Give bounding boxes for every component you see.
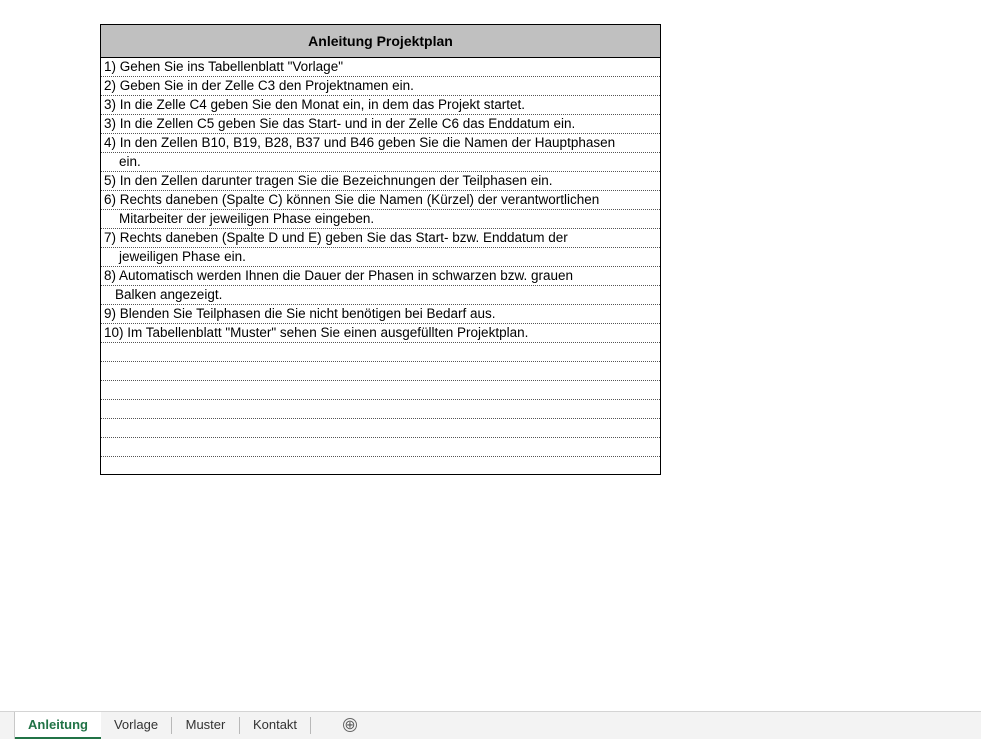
tab-kontakt[interactable]: Kontakt [252, 717, 298, 732]
table-row[interactable]: 5) In den Zellen darunter tragen Sie die Bezeichnungen der Teilphasen ein. [101, 172, 660, 191]
table-row[interactable] [101, 457, 660, 475]
table-row[interactable]: 1) Gehen Sie ins Tabellenblatt "Vorlage" [101, 58, 660, 77]
tab-scroll-area[interactable] [0, 712, 15, 739]
table-row[interactable]: 9) Blenden Sie Teilphasen die Sie nicht benötigen bei Bedarf aus. [101, 305, 660, 324]
table-row[interactable]: Mitarbeiter der jeweiligen Phase eingeben. [101, 210, 660, 229]
table-row[interactable]: 7) Rechts daneben (Spalte D und E) geben Sie das Start- bzw. Enddatum der [101, 229, 660, 248]
tab-vorlage[interactable]: Vorlage [113, 717, 159, 732]
tab-muster[interactable]: Muster [185, 717, 226, 732]
table-row[interactable]: Balken angezeigt. [101, 286, 660, 305]
table-row[interactable] [101, 381, 660, 400]
sheet-tab-bar [0, 711, 981, 739]
table-row[interactable] [101, 400, 660, 419]
table-row[interactable]: 8) Automatisch werden Ihnen die Dauer der Phasen in schwarzen bzw. grauen [101, 267, 660, 286]
table-row[interactable]: ein. [101, 153, 660, 172]
table-row[interactable] [101, 438, 660, 457]
table-row[interactable]: 3) In die Zelle C4 geben Sie den Monat ein, in dem das Projekt startet. [101, 96, 660, 115]
tab-anleitung[interactable]: Anleitung [15, 712, 101, 739]
tab-separator [239, 717, 240, 734]
table-row[interactable]: jeweiligen Phase ein. [101, 248, 660, 267]
table-row[interactable] [101, 419, 660, 438]
add-sheet-icon[interactable]: ⊕ [344, 717, 356, 732]
table-row[interactable]: 2) Geben Sie in der Zelle C3 den Projektnamen ein. [101, 77, 660, 96]
table-row[interactable]: 10) Im Tabellenblatt "Muster" sehen Sie einen ausgefüllten Projektplan. [101, 324, 660, 343]
table-row[interactable] [101, 362, 660, 381]
table-title[interactable]: Anleitung Projektplan [101, 25, 660, 58]
tab-separator [310, 717, 311, 734]
table-row[interactable]: 6) Rechts daneben (Spalte C) können Sie die Namen (Kürzel) der verantwortlichen [101, 191, 660, 210]
instructions-table [100, 24, 661, 475]
table-row[interactable]: 3) In die Zellen C5 geben Sie das Start- und in der Zelle C6 das Enddatum ein. [101, 115, 660, 134]
table-row[interactable]: 4) In den Zellen B10, B19, B28, B37 und B46 geben Sie die Namen der Hauptphasen [101, 134, 660, 153]
tab-separator [171, 717, 172, 734]
table-row[interactable] [101, 343, 660, 362]
